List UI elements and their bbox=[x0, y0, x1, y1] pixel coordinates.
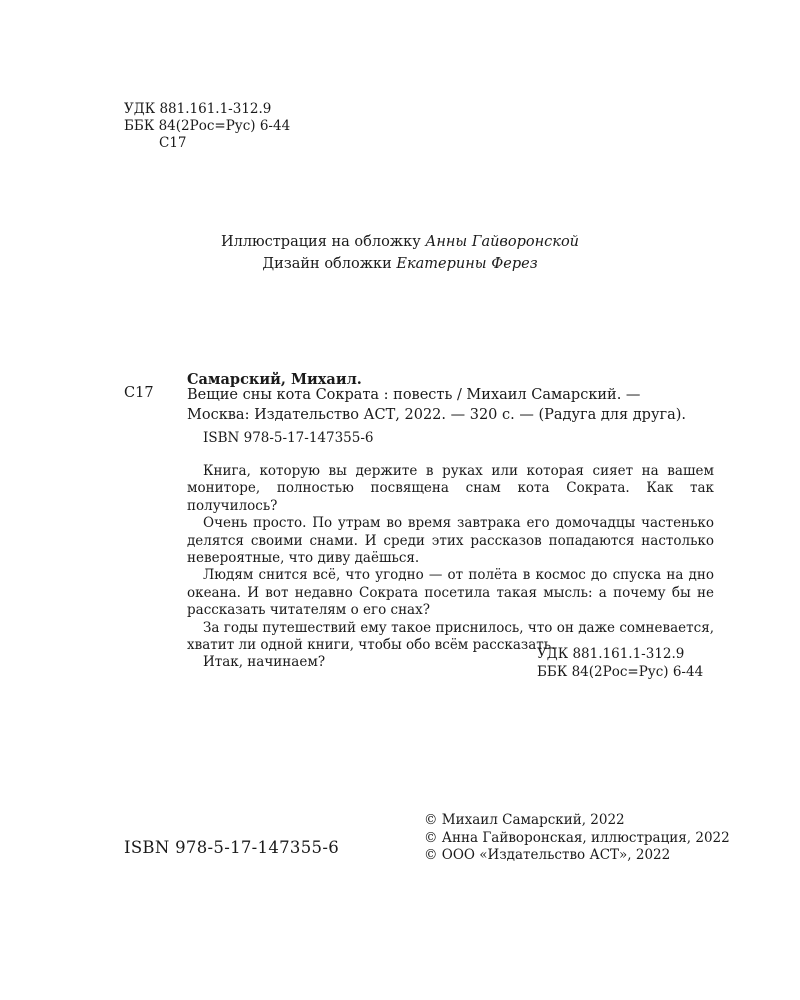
annotation-paragraph: Людям снится всё, что угодно — от полёта в космос до спуска на дно океана. И вот недавно Сократа посетила такая мысль: а почему бы не рассказать читателям о его снах? bbox=[187, 567, 714, 619]
isbn-large: ISBN 978-5-17-147355-6 bbox=[124, 838, 340, 857]
annotation bbox=[187, 463, 714, 672]
annotation-paragraph: За годы путешествий ему такое приснилось, что он даже сомневается, хватит ли одной книги, чтобы обо всём рассказать. bbox=[187, 619, 714, 654]
cover-credits bbox=[0, 231, 800, 275]
udk-code: УДК 881.161.1-312.9 bbox=[124, 101, 272, 117]
bib-author: Самарский, Михаил. bbox=[187, 371, 362, 388]
bib-author-mark: С17 bbox=[124, 385, 154, 401]
bbk-code: ББК 84(2Рос=Рус) 6-44 bbox=[124, 118, 291, 134]
annotation-paragraph: Итак, начинаем? bbox=[203, 654, 326, 671]
copyright-line: © ООО «Издательство АСТ», 2022 bbox=[424, 847, 671, 863]
design-prefix: Дизайн обложки bbox=[262, 256, 392, 272]
udk-block-right bbox=[537, 645, 703, 681]
illustration-prefix: Иллюстрация на обложку bbox=[220, 234, 421, 250]
illustrator-name: Анны Гайворонской bbox=[425, 234, 580, 250]
udk-block-top bbox=[124, 101, 290, 152]
bib-line-2: Москва: Издательство АСТ, 2022. — 320 с. — (Радуга для друга). bbox=[187, 407, 686, 423]
illustration-credit bbox=[0, 231, 800, 253]
annotation-paragraph: Книга, которую вы держите в руках или которая сияет на вашем мониторе, полностью посвящена снам кота Сократа. Как так получилось? bbox=[187, 463, 714, 514]
designer-name: Екатерины Ферез bbox=[396, 256, 538, 272]
bib-description bbox=[187, 385, 727, 425]
author-mark-code: С17 bbox=[159, 135, 187, 151]
bib-isbn: ISBN 978-5-17-147355-6 bbox=[203, 430, 374, 446]
bib-line-1: Вещие сны кота Сократа : повесть / Михаил Самарский. — bbox=[187, 387, 641, 403]
design-credit bbox=[0, 253, 800, 275]
bbk-code: ББК 84(2Рос=Рус) 6-44 bbox=[537, 664, 704, 680]
copyright-block bbox=[424, 812, 730, 865]
annotation-paragraph: Очень просто. По утрам во время завтрака его домочадцы частенько делятся своими снами. И среди этих рассказов попадаются настолько невероятные, что диву даёшься. bbox=[187, 515, 714, 567]
copyright-line: © Михаил Самарский, 2022 bbox=[424, 812, 625, 828]
copyright-line: © Анна Гайворонская, иллюстрация, 2022 bbox=[424, 829, 730, 846]
udk-code: УДК 881.161.1-312.9 bbox=[537, 646, 685, 662]
